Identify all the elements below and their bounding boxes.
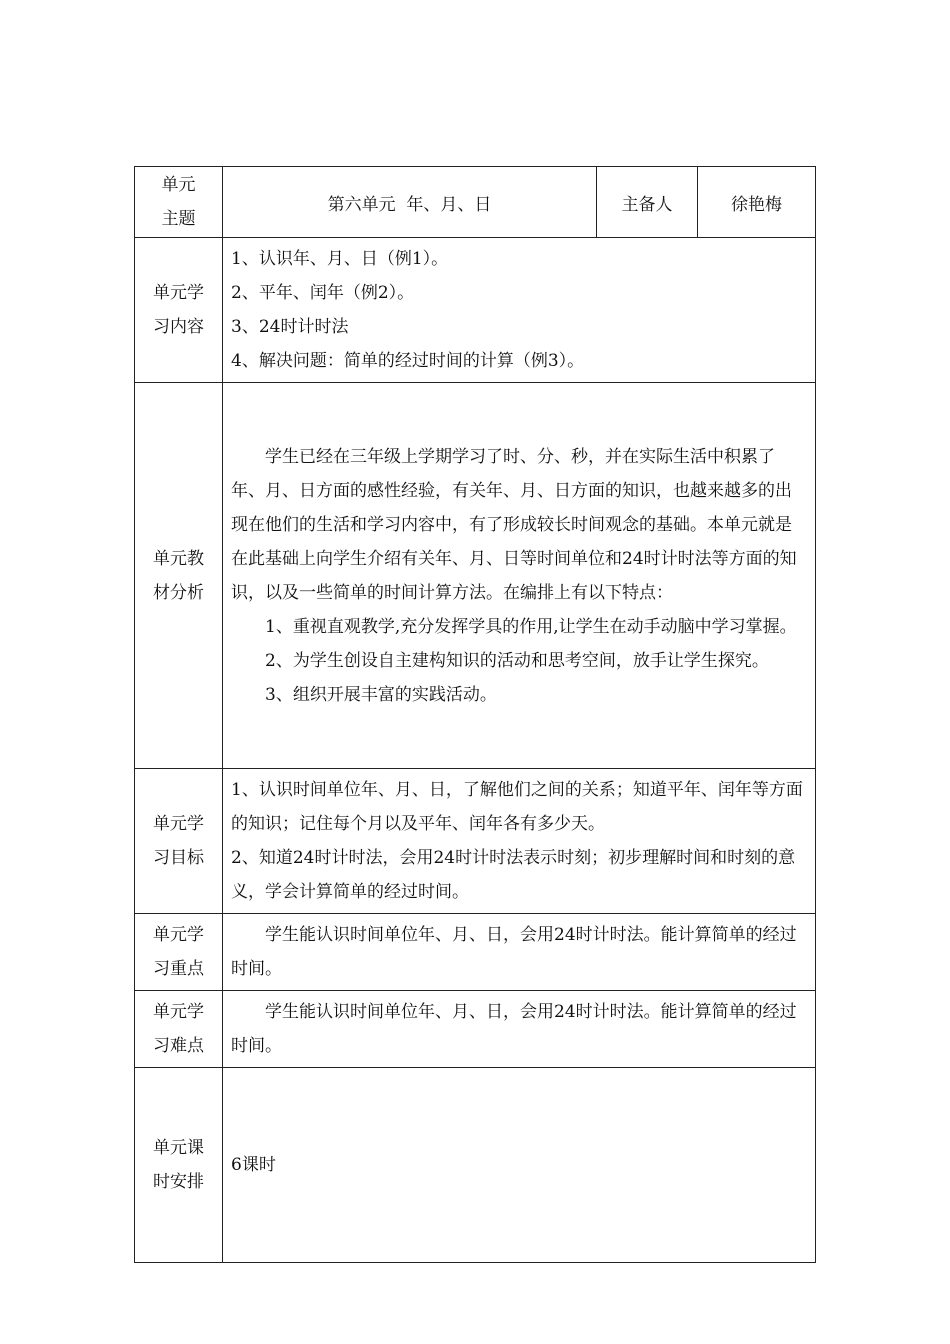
difficulties-row: [135, 991, 816, 1068]
analysis-point: 1、重视直观教学,充分发挥学具的作用,让学生在动手动脑中学习掌握。: [265, 616, 797, 637]
schedule-row: [135, 1068, 816, 1263]
learning-content-label: 单元学 习内容: [135, 238, 223, 383]
difficulties-text: 学生能认识时间单位年、月、日，会用24时计时法。能计算简单的经过时间。: [231, 1002, 797, 1056]
key-points-text: 学生能认识时间单位年、月、日，会用24时计时法。能计算简单的经过时间。: [231, 925, 797, 979]
learning-goals-label: 单元学 习目标: [135, 769, 223, 914]
difficulties-label: 单元学 习难点: [135, 991, 223, 1068]
key-points-cell: [223, 914, 816, 991]
analysis-point: 3、组织开展丰富的实践活动。: [265, 684, 497, 705]
schedule-cell: [223, 1068, 816, 1263]
list-item: 1、认识时间单位年、月、日，了解他们之间的关系；知道平年、闰年等方面的知识；记住每个月以及平年、闰年各有多少天。: [231, 780, 803, 834]
learning-goals-row: [135, 769, 816, 914]
list-item: 2、平年、闰年（例2）。: [231, 283, 415, 303]
preparer-label: 主备人: [597, 167, 698, 238]
list-item: 4、解决问题：简单的经过时间的计算（例3）。: [231, 351, 585, 371]
material-analysis-cell: [223, 383, 816, 769]
schedule-text: 6课时: [231, 1155, 276, 1175]
unit-topic-value: 第六单元 年、月、日: [223, 167, 597, 238]
material-analysis-row: [135, 383, 816, 769]
learning-content-cell: [223, 238, 816, 383]
unit-plan-table: [134, 166, 816, 1263]
key-points-label: 单元学 习重点: [135, 914, 223, 991]
list-item: 2、知道24时计时法，会用24时计时法表示时刻；初步理解时间和时刻的意义，学会计算简单的经过时间。: [231, 848, 796, 902]
analysis-paragraph: 学生已经在三年级上学期学习了时、分、秒，并在实际生活中积累了年、月、日方面的感性经验，有关年、月、日方面的知识，也越来越多的出现在他们的生活和学习内容中，有了形成较长时间观念的基础。本单元就是在此基础上向学生介绍有关年、月、日等时间单位和24时计时法等方面的知识，以及一些简单的时间计算方法。在编排上有以下特点：: [231, 446, 797, 603]
unit-topic-label: 单元 主题: [135, 167, 223, 238]
list-item: 1、认识年、月、日（例1）。: [231, 249, 449, 269]
learning-goals-cell: [223, 769, 816, 914]
analysis-point: 2、为学生创设自主建构知识的活动和思考空间，放手让学生探究。: [265, 650, 769, 671]
key-points-row: [135, 914, 816, 991]
learning-content-row: [135, 238, 816, 383]
unit-topic-row: [135, 167, 816, 238]
material-analysis-label: 单元教 材分析: [135, 383, 223, 769]
list-item: 3、24时计时法: [231, 317, 349, 337]
difficulties-cell: [223, 991, 816, 1068]
preparer-name: 徐艳梅: [698, 167, 816, 238]
schedule-label: 单元课 时安排: [135, 1068, 223, 1263]
